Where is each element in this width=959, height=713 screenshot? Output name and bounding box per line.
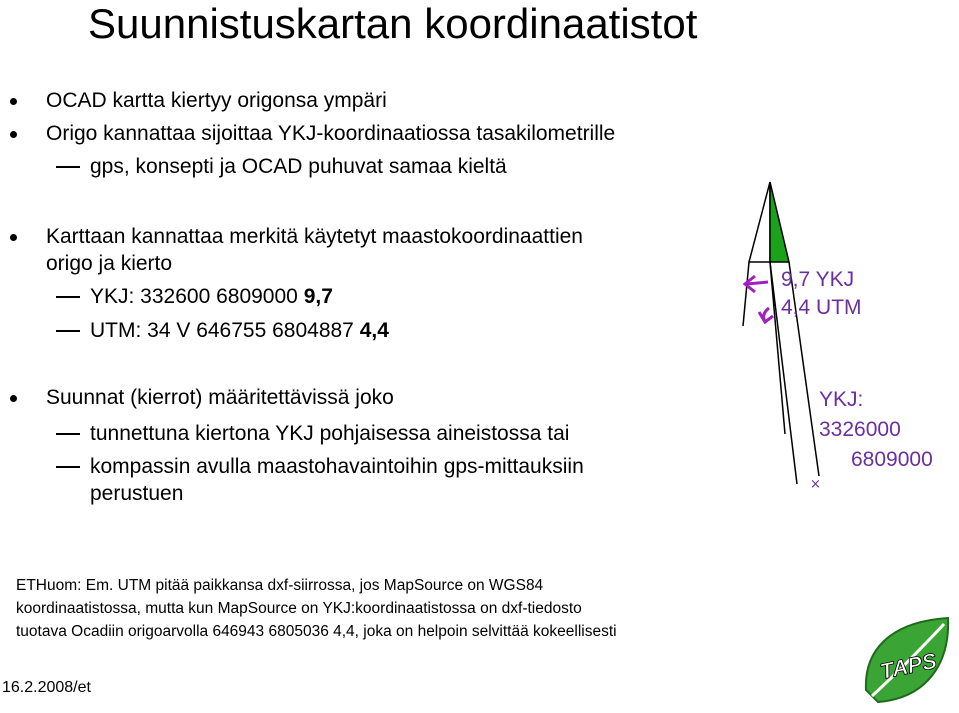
- logo-text: TAPS: [877, 647, 939, 685]
- north-arrow-green-half: [770, 182, 789, 262]
- ykj-coordinates: YKJ: 332600 6809000: [90, 285, 304, 308]
- note-line3: tuotava Ocadiin origoarvolla 646943 6805036 4,4, joka on helpoin selvittää kokeellisesti: [16, 623, 617, 640]
- footer-date: 16.2.2008/et: [2, 679, 91, 696]
- sub-bullet-known-rotation: tunnettuna kiertona YKJ pohjaisessa aineistossa tai: [90, 422, 570, 445]
- bullet-ocad-rotation: OCAD kartta kiertyy origonsa ympäri: [46, 89, 387, 112]
- bullet-mark-origin-line2: origo ja kierto: [46, 252, 173, 275]
- label-utm-rotation: 4,4 UTM: [781, 296, 862, 319]
- bullet-dot: [10, 234, 17, 241]
- note-line2: koordinaatistossa, mutta kun MapSource on YKJ:koordinaatistossa on dxf-tiedosto: [16, 600, 582, 617]
- sub-bullet-utm: [90, 318, 389, 344]
- bullet-dot: [10, 131, 17, 138]
- sub-bullet-ykj: [90, 284, 333, 310]
- label-ykj-rotation: 9,7 YKJ: [781, 268, 855, 291]
- slide-title: Suunnistuskartan koordinaatistot: [88, 0, 698, 47]
- arrow-left-edge: [743, 262, 749, 326]
- sub-bullet-dash: [56, 296, 80, 298]
- label-ykj: YKJ:: [819, 388, 864, 411]
- label-ykj-x: 3326000: [819, 418, 901, 441]
- bullet-directions: Suunnat (kierrot) määritettävissä joko: [46, 386, 394, 409]
- rotation-figure-svg: [723, 176, 952, 496]
- sub-bullet-dash: [56, 330, 80, 332]
- angle-arrow-utm: [759, 308, 773, 322]
- arrow-right-edge: [789, 262, 819, 476]
- bullet-origin-placement: Origo kannattaa sijoittaa YKJ-koordinaatiossa tasakilometrille: [46, 122, 616, 145]
- sub-bullet-dash: [56, 166, 80, 168]
- utm-coordinates: UTM: 34 V 646755 6804887: [90, 319, 360, 342]
- label-ykj-y: 6809000: [851, 448, 933, 471]
- taps-logo: [858, 612, 954, 713]
- origin-cross-icon: ×: [810, 477, 821, 492]
- green-leaf-logo-icon: [858, 612, 954, 708]
- bullet-dot: [10, 395, 17, 402]
- note-line1: ETHuom: Em. UTM pitää paikkansa dxf-siirrossa, jos MapSource on WGS84: [16, 577, 544, 594]
- sub-bullet-dash: [56, 433, 80, 435]
- bullet-mark-origin-line1: Karttaan kannattaa merkitä käytetyt maastokoordinaattien: [46, 225, 583, 248]
- utm-rotation: 4,4: [359, 319, 389, 342]
- rotation-figure: [723, 176, 952, 496]
- sub-bullet-compass-line2: perustuen: [90, 482, 184, 505]
- north-arrow-white-half: [749, 182, 770, 262]
- sub-bullet-compass-line1: kompassin avulla maastohavaintoihin gps-mittauksiin: [90, 455, 584, 478]
- ykj-rotation: 9,7: [303, 285, 333, 308]
- sub-bullet-dash: [56, 466, 80, 468]
- angle-arrow-ykj: [745, 276, 768, 292]
- sub-bullet-gps: gps, konsepti ja OCAD puhuvat samaa kieltä: [90, 155, 507, 178]
- bullet-dot: [10, 98, 17, 105]
